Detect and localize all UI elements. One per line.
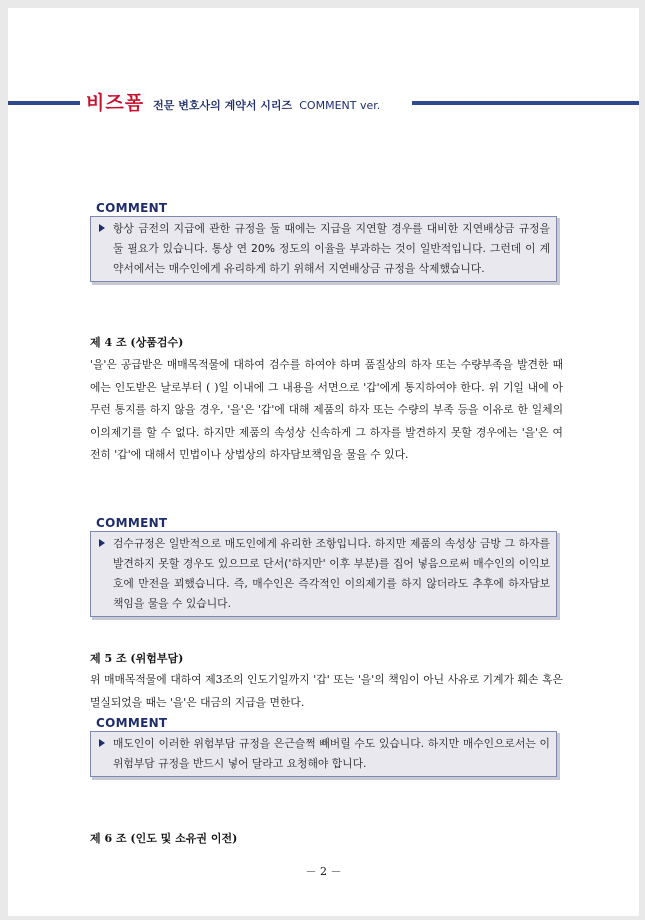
triangle-bullet-icon bbox=[99, 539, 105, 547]
comment-box bbox=[90, 716, 557, 777]
comment-text: 매도인이 이러한 위험부담 규정을 은근슬쩍 빼버릴 수도 있습니다. 하지만 매수인으로서는 이 위험부담 규정을 반드시 넣어 달라고 요청해야 합니다. bbox=[113, 737, 550, 770]
article-title: 제 4 조 (상품검수) bbox=[90, 336, 184, 349]
comment-text: 검수규정은 일반적으로 매도인에게 유리한 조항입니다. 하지만 제품의 속성상 금방 그 하자를 발견하지 못할 경우도 있으므로 단서('하지만' 이후 부분)를 집어 넣음으로써 매수인의 이익보호에 만전을 꾀했습니다. 즉, 매수인은 즉각적인 이의제기를 하지 않더라도 추후에 하자담보책임을 물을 수 있습니다. bbox=[113, 537, 550, 610]
triangle-bullet-icon bbox=[99, 739, 105, 747]
header-rule-left bbox=[8, 101, 80, 105]
series-title: 전문 변호사의 계약서 시리즈 bbox=[153, 99, 293, 112]
comment-box bbox=[90, 201, 557, 282]
page-header bbox=[86, 88, 380, 115]
article-title: 제 5 조 (위험부담) bbox=[90, 652, 184, 665]
comment-title: COMMENT bbox=[96, 516, 168, 530]
comment-body bbox=[90, 731, 557, 777]
comment-title: COMMENT bbox=[96, 716, 168, 730]
article-body: '을'은 공급받은 매매목적물에 대하여 검수를 하여야 하며 품질상의 하자 또는 수량부족을 발견한 때에는 인도받은 날로부터 ( )일 이내에 그 내용을 서면으로 '갑'에게 통지하여야 한다. 위 기일 내에 아무런 통지를 하지 않을 경우, '을'은 '갑'에 대해 제품의 하자 또는 수량의 부족 등을 이유로 한 일체의 이의제기를 할 수 없다. 하지만 제품의 속성상 신속하게 그 하자를 발견하지 못할 경우에는 '을'은 여전히 '갑'에 대해서 민법이나 상법상의 하자담보책임을 물을 수 있다. bbox=[90, 358, 563, 461]
comment-body bbox=[90, 531, 557, 617]
document-page bbox=[8, 8, 639, 916]
article-body: 위 매매목적물에 대하여 제3조의 인도기일까지 '갑' 또는 '을'의 책임이 아닌 사유로 기계가 훼손 혹은 멸실되었을 때는 '을'은 대금의 지급을 면한다. bbox=[90, 673, 563, 709]
comment-box bbox=[90, 516, 557, 617]
page-number: － 2 － bbox=[305, 865, 342, 878]
comment-title: COMMENT bbox=[96, 201, 168, 215]
article-title: 제 6 조 (인도 및 소유권 이전) bbox=[90, 832, 238, 845]
header-rule-right bbox=[412, 101, 639, 105]
comment-body bbox=[90, 216, 557, 282]
version-label: COMMENT ver. bbox=[299, 99, 381, 112]
comment-text: 항상 금전의 지급에 관한 규정을 둘 때에는 지급을 지연할 경우를 대비한 지연배상금 규정을 둘 필요가 있습니다. 통상 연 20% 정도의 이율을 부과하는 것이 일반적입니다. 그런데 이 계약서에서는 매수인에게 유리하게 하기 위해서 지연배상금 규정을 삭제했습니다. bbox=[113, 222, 550, 275]
brand-logo: 비즈폼 bbox=[86, 92, 145, 114]
triangle-bullet-icon bbox=[99, 224, 105, 232]
